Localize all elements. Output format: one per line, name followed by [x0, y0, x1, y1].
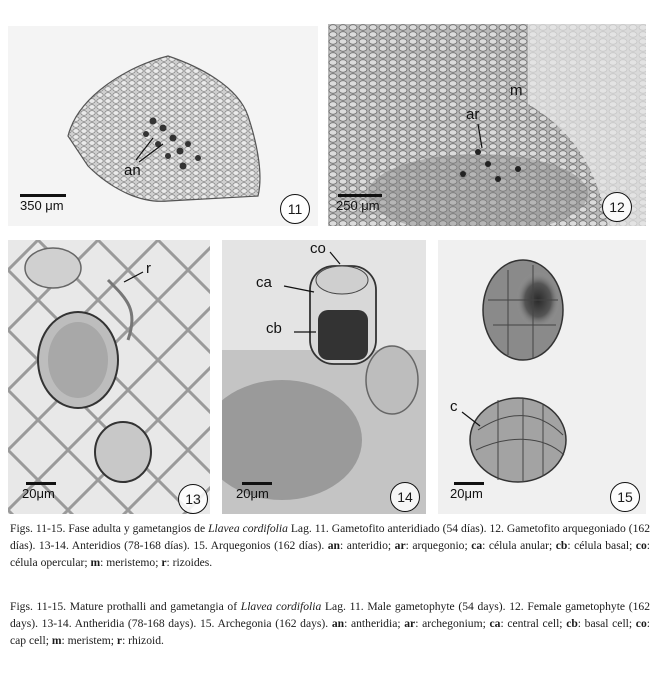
scale-bar-11	[20, 194, 66, 197]
caption-en-abbr-value: : cap cell;	[10, 617, 650, 647]
scale-bar-14	[242, 482, 272, 485]
scale-label-11: 350 μm	[20, 198, 64, 213]
caption-en-abbr-key: r	[116, 634, 123, 647]
figure-12-panel	[328, 24, 646, 226]
caption-es-abbr-value: : célula opercular;	[10, 539, 650, 569]
label-cb: cb	[266, 320, 282, 337]
caption-en-abbr-value: : antheridia;	[344, 617, 405, 630]
caption-es-species: Llavea cordifolia	[208, 522, 288, 535]
figure-number-14: 14	[390, 482, 420, 512]
figure-number-11: 11	[280, 194, 310, 224]
caption-en-abbr-value: : meristem;	[61, 634, 117, 647]
scale-label-14: 20μm	[236, 486, 269, 501]
caption-es-abbr-key: co	[635, 539, 647, 552]
caption-es-abbr-key: an	[327, 539, 340, 552]
scale-bar-13	[26, 482, 56, 485]
label-m: m	[510, 82, 523, 99]
caption-es-abbr-key: cb	[555, 539, 568, 552]
caption-es-abbr-value: : meristemo;	[100, 556, 162, 569]
label-c: c	[450, 398, 458, 415]
caption-en-figs: Figs. 11-15.	[10, 600, 67, 613]
caption-es-abbr-key: r	[161, 556, 167, 569]
r-pointer-arrow	[8, 240, 210, 514]
caption-en-abbr-value: : central cell;	[500, 617, 567, 630]
scale-label-13: 20μm	[22, 486, 55, 501]
scale-label-15: 20μm	[450, 486, 483, 501]
caption-en-abbr-key: an	[331, 617, 345, 630]
label-ar: ar	[466, 106, 480, 123]
caption-en-abbr-value: : rhizoid.	[122, 634, 164, 647]
caption-spanish	[10, 520, 650, 571]
caption-es-abbr-key: ar	[394, 539, 406, 552]
antheridium-pointer-arrows	[222, 240, 426, 514]
caption-en-lead: Mature prothalli and gametangia of	[66, 600, 241, 613]
caption-es-abbr-value: : rizoides.	[166, 556, 213, 569]
caption-en-abbr-key: ar	[404, 617, 416, 630]
caption-en-abbr-value: : archegonium;	[415, 617, 490, 630]
caption-es-abbr-value: : célula basal;	[567, 539, 636, 552]
figure-15-panel	[438, 240, 646, 514]
scale-label-12: 250 μm	[336, 198, 380, 213]
caption-es-abbr-key: ca	[471, 539, 483, 552]
caption-es-lead: Fase adulta y gametangios de	[65, 522, 209, 535]
caption-es-abbr-value: : anteridio;	[340, 539, 395, 552]
caption-en-abbr-key: ca	[489, 617, 501, 630]
caption-en-abbr-value: : basal cell;	[577, 617, 636, 630]
caption-en-abbr-key: cb	[566, 617, 578, 630]
label-an: an	[124, 162, 141, 179]
caption-es-abbr-value: : célula anular;	[482, 539, 556, 552]
c-pointer-arrow	[438, 240, 646, 514]
figure-13-panel	[8, 240, 210, 514]
caption-en-abbr-key: co	[635, 617, 647, 630]
figure-14-panel	[222, 240, 426, 514]
caption-en-abbr-key: m	[51, 634, 62, 647]
caption-es-abbr-value: : arquegonio;	[405, 539, 472, 552]
scale-bar-15	[454, 482, 484, 485]
label-r: r	[146, 260, 151, 277]
label-ca: ca	[256, 274, 272, 291]
caption-en-rest: Lag. 11. Male gametophyte (54 days). 12. Female gametophyte (162 days). 13-14. Antheridia (78-168 days). 15. Archegonia (162 days).	[10, 600, 650, 630]
figure-number-15: 15	[610, 482, 640, 512]
caption-en-species: Llavea cordifolia	[240, 600, 322, 613]
caption-es-abbr-key: m	[90, 556, 101, 569]
scale-bar-12	[338, 194, 382, 197]
label-co: co	[310, 240, 326, 257]
figure-number-12: 12	[602, 192, 632, 222]
figure-11-panel	[8, 26, 318, 226]
caption-english	[10, 598, 650, 649]
caption-es-rest: Lag. 11. Gametofito anteridiado (54 días). 12. Gametofito arquegoniado (162 días). 13-14. Anteridios (78-168 días). 15. Arquegonios (162 días).	[10, 522, 650, 552]
figure-number-13: 13	[178, 484, 208, 514]
caption-es-figs: Figs. 11-15.	[10, 522, 66, 535]
